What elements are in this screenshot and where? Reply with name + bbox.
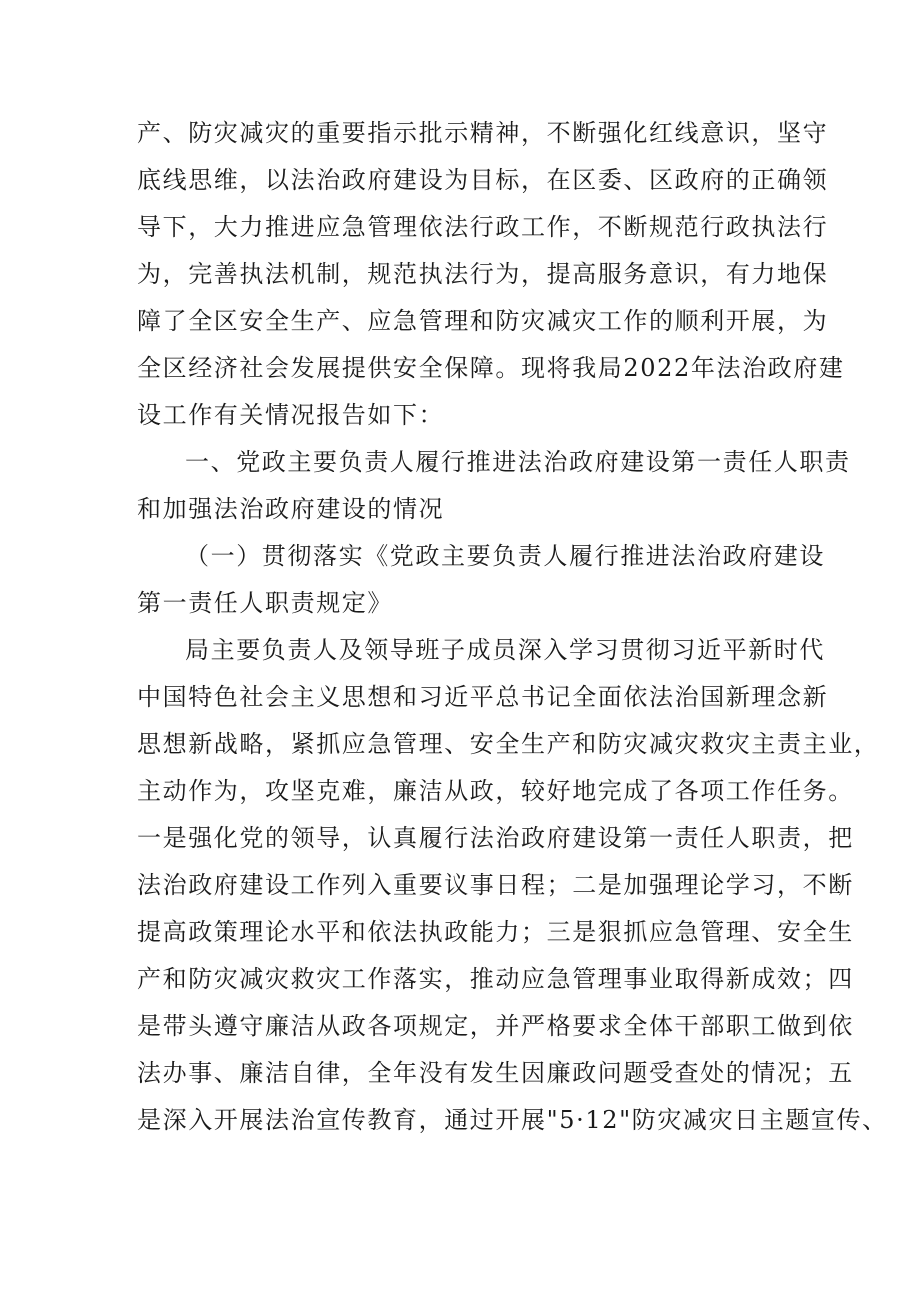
body-line-7: 设工作有关情况报告如下： [137,401,445,429]
body-line-9: 中国特色社会主义思想和习近平总书记全面依法治国新理念新 [137,683,829,711]
body-line-11: 主动作为，攻坚克难，廉洁从政，较好地完成了各项工作任务。 [137,777,854,805]
body-line-17: 法办事、廉洁自律，全年没有发生因廉政问题受查处的情况；五 [137,1059,854,1087]
body-line-18: 是深入开展法治宣传教育，通过开展"5·12"防灾减灾日主题宣传、 [137,1106,888,1134]
subsection-heading-1: （一）贯彻落实《党政主要负责人履行推进法治政府建设 [185,542,825,570]
section-heading-1: 一、党政主要负责人履行推进法治政府建设第一责任人职责 [185,448,851,476]
body-line-4: 为，完善执法机制，规范执法行为，提高服务意识，有力地保 [137,260,829,288]
body-line-6: 全区经济社会发展提供安全保障。现将我局2022年法治政府建 [137,354,845,382]
body-line-13: 法治政府建设工作列入重要议事日程；二是加强理论学习，不断 [137,871,854,899]
body-line-3: 导下，大力推进应急管理依法行政工作，不断规范行政执法行 [137,213,829,241]
body-line-15: 产和防灾减灾救灾工作落实，推动应急管理事业取得新成效；四 [137,965,854,993]
body-line-14: 提高政策理论水平和依法执政能力；三是狠抓应急管理、安全生 [137,918,854,946]
body-line-10: 思想新战略，紧抓应急管理、安全生产和防灾减灾救灾主责主业， [137,730,880,758]
body-line-16: 是带头遵守廉洁从政各项规定，并严格要求全体干部职工做到依 [137,1012,854,1040]
body-line-8: 局主要负责人及领导班子成员深入学习贯彻习近平新时代 [185,636,825,664]
body-line-5: 障了全区安全生产、应急管理和防灾减灾工作的顺利开展，为 [137,307,829,335]
section-heading-1-cont: 和加强法治政府建设的情况 [137,495,445,523]
subsection-heading-1-cont: 第一责任人职责规定》 [137,589,393,617]
body-line-12: 一是强化党的领导，认真履行法治政府建设第一责任人职责，把 [137,824,854,852]
body-line-1: 产、防灾减灾的重要指示批示精神，不断强化红线意识，坚守 [137,119,829,147]
body-line-2: 底线思维，以法治政府建设为目标，在区委、区政府的正确领 [137,166,829,194]
